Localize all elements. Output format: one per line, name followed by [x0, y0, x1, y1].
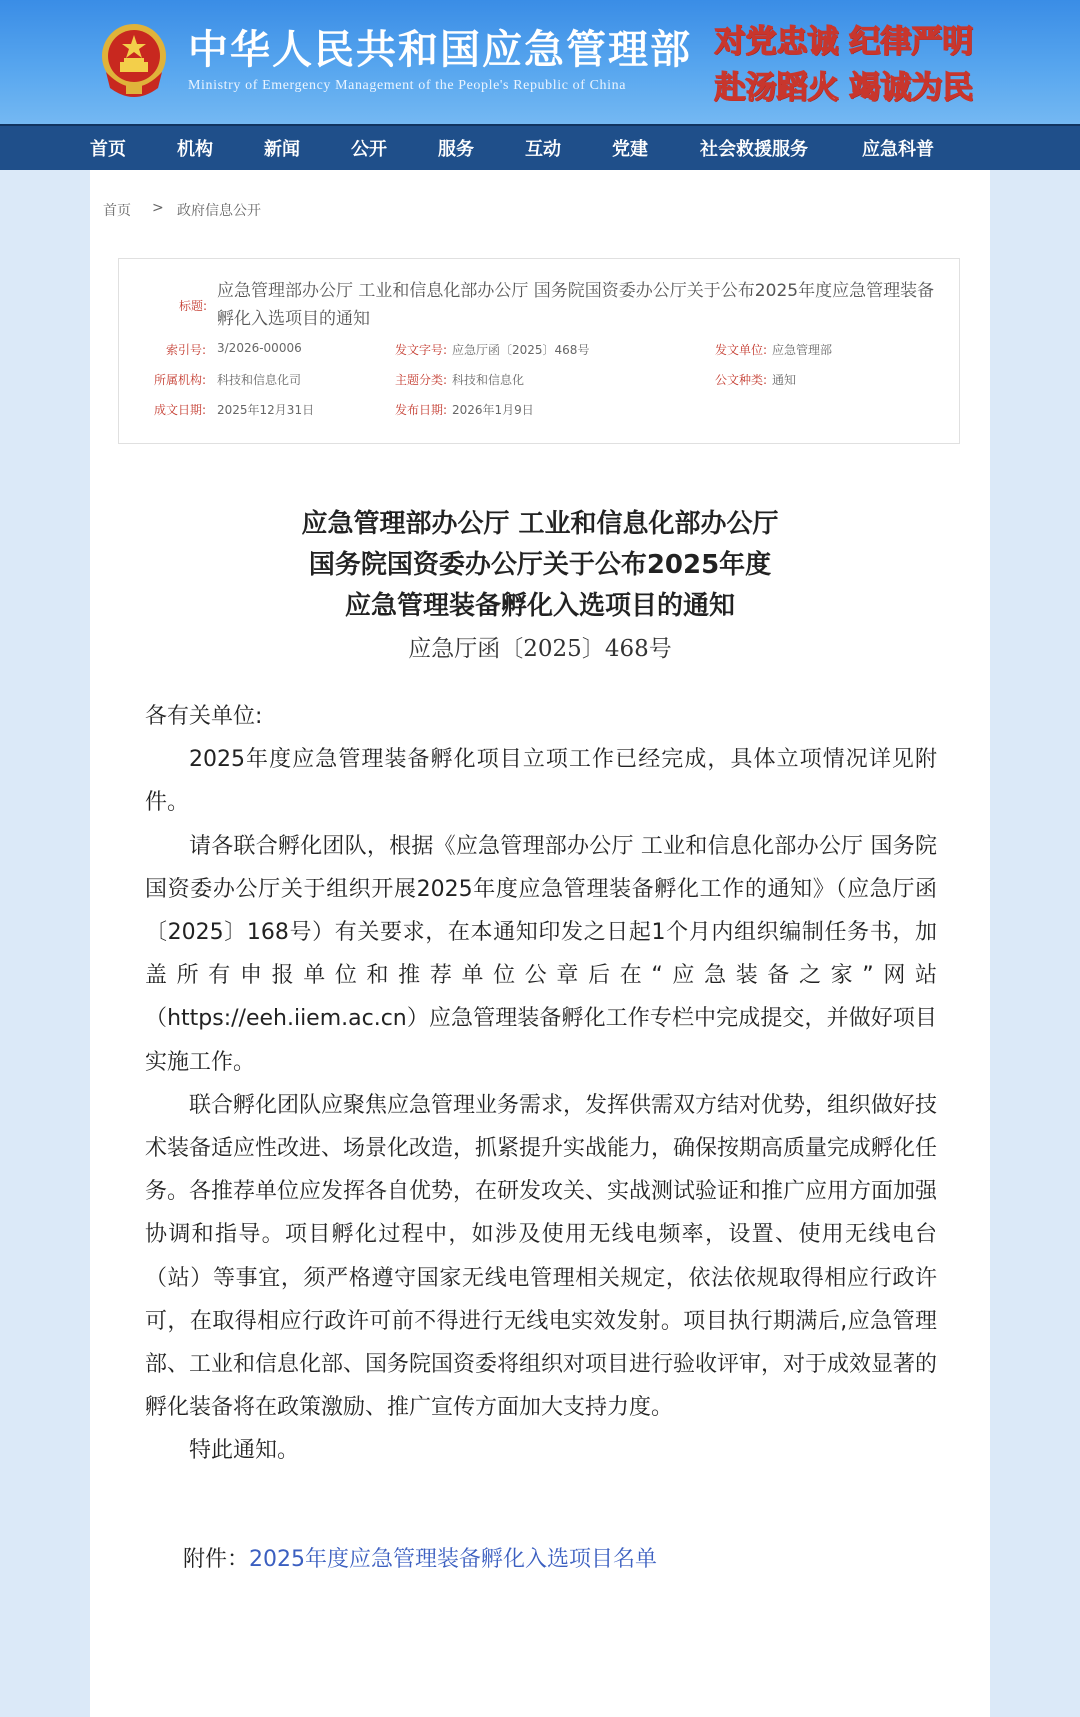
meta-org-label: 所属机构:: [154, 373, 207, 387]
meta-docno-label: 发文字号:: [395, 343, 448, 357]
meta-issuer-value: 应急管理部: [772, 343, 833, 357]
nav-public-info[interactable]: 公开: [351, 139, 387, 160]
nav-interaction[interactable]: 互动: [525, 139, 561, 160]
meta-topic-label: 主题分类:: [395, 373, 448, 387]
site-header: [0, 0, 1080, 124]
main-nav: [0, 124, 1080, 170]
meta-created-value: 2025年12月31日: [217, 403, 315, 417]
document-meta-box: [118, 258, 960, 444]
document-body: [145, 695, 937, 1473]
attachment-link[interactable]: 2025年度应急管理装备孵化入选项目名单: [249, 1547, 658, 1572]
breadcrumb-separator: >: [152, 200, 164, 216]
meta-title-value: 应急管理部办公厅 工业和信息化部办公厅 国务院国资委办公厅关于公布2025年度应急管理装备孵化入选项目的通知: [217, 281, 935, 329]
meta-org-value: 科技和信息化司: [217, 373, 302, 387]
document-number: 应急厅函〔2025〕468号: [408, 636, 672, 662]
breadcrumb-current[interactable]: 政府信息公开: [177, 203, 261, 219]
breadcrumb-home[interactable]: 首页: [103, 203, 131, 219]
document-title-line-3: 应急管理装备孵化入选项目的通知: [344, 591, 735, 621]
paragraph: 联合孵化团队应聚焦应急管理业务需求，发挥供需双方结对优势，组织做好技术装备适应性改进、场景化改造，抓紧提升实战能力，确保按期高质量完成孵化任务。各推荐单位应发挥各自优势，在研发攻关、实战测试验证和推广应用方面加强协调和指导。项目孵化过程中，如涉及使用无线电频率，设置、使用无线电台（站）等事宜，须严格遵守国家无线电管理相关规定，依法依规取得相应行政许可，在取得相应行政许可前不得进行无线电实效发射。项目执行期满后,应急管理部、工业和信息化部、国务院国资委将组织对项目进行验收评审，对于成效显著的孵化装备将在政策激励、推广宣传方面加大支持力度。: [145, 1092, 938, 1421]
meta-type-label: 公文种类:: [715, 373, 768, 387]
national-emblem-icon[interactable]: [100, 22, 168, 98]
nav-services[interactable]: 服务: [438, 139, 474, 160]
meta-published-value: 2026年1月9日: [452, 403, 534, 417]
paragraph: 请各联合孵化团队，根据《应急管理部办公厅 工业和信息化部办公厅 国务院国资委办公厅关于组织开展2025年度应急管理装备孵化工作的通知》（应急厅函〔2025〕168号）有关要求，在本通知印发之日起1个月内组织编制任务书，加盖所有申报单位和推荐单位公章后在“应急装备之家”网站（https://eeh.iiem.ac.cn）应急管理装备孵化工作专栏中完成提交，并做好项目实施工作。: [145, 833, 937, 1075]
nav-social-rescue[interactable]: 社会救援服务: [700, 139, 808, 160]
slogan-line-2: 赴汤蹈火 竭诚为民: [714, 70, 974, 106]
paragraph: 2025年度应急管理装备孵化项目立项工作已经完成，具体立项情况详见附件。: [145, 747, 937, 816]
meta-title-label: 标题:: [179, 299, 208, 313]
nav-news[interactable]: 新闻: [264, 139, 300, 160]
meta-topic-value: 科技和信息化: [452, 373, 525, 387]
content-panel: [90, 170, 990, 1717]
nav-party-building[interactable]: 党建: [612, 139, 648, 160]
document-title-line-1: 应急管理部办公厅 工业和信息化部办公厅: [301, 509, 779, 539]
slogan-line-1: 对党忠诚 纪律严明: [714, 24, 974, 60]
meta-published-label: 发布日期:: [395, 403, 448, 417]
site-subtitle: Ministry of Emergency Management of the People's Republic of China: [188, 78, 627, 93]
nav-home[interactable]: 首页: [90, 139, 126, 160]
closing-line: 特此通知。: [189, 1438, 300, 1464]
nav-organizations[interactable]: 机构: [177, 139, 213, 160]
meta-created-label: 成文日期:: [154, 403, 207, 417]
nav-science[interactable]: 应急科普: [862, 139, 934, 160]
salutation: 各有关单位:: [145, 704, 263, 729]
attachment-line: [183, 1542, 657, 1573]
meta-issuer-label: 发文单位:: [715, 343, 768, 357]
attachment-label: 附件：: [183, 1547, 250, 1572]
meta-index-value: 3/2026-00006: [217, 341, 302, 355]
site-title[interactable]: 中华人民共和国应急管理部: [188, 27, 692, 73]
meta-docno-value: 应急厅函〔2025〕468号: [452, 343, 590, 357]
document-title-line-2: 国务院国资委办公厅关于公布2025年度: [308, 550, 772, 580]
meta-type-value: 通知: [772, 373, 797, 387]
meta-index-label: 索引号:: [166, 343, 207, 357]
